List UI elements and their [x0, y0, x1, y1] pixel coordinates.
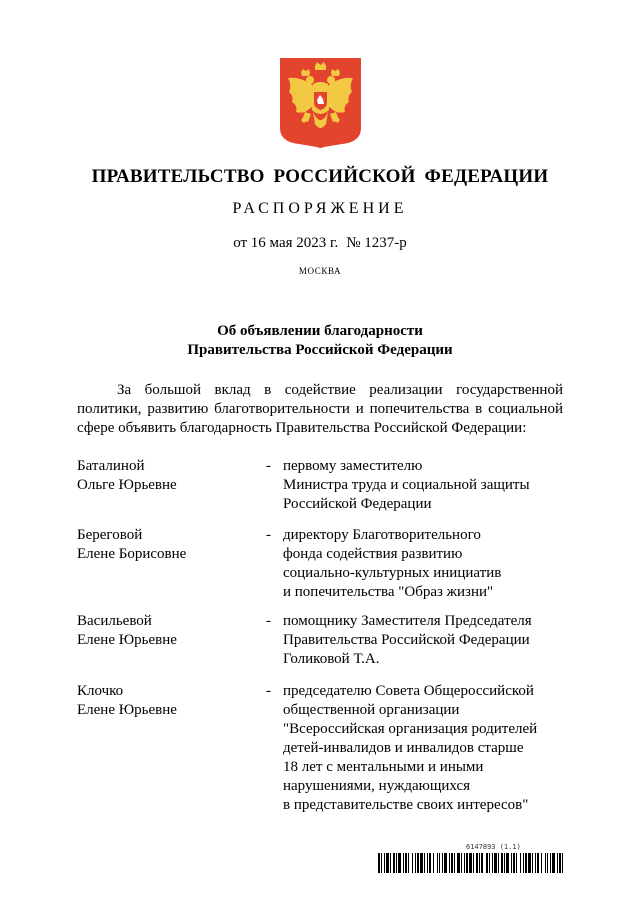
awardee-name: Баталиной Ольге Юрьевне: [77, 458, 177, 493]
barcode-number: 6147893 (1.1): [466, 843, 521, 851]
document-type: РАСПОРЯЖЕНИЕ: [232, 200, 408, 217]
awardee-dash: -: [266, 527, 271, 543]
awardee-position: председателю Совета Общероссийской общественной организации "Всероссийская организация родителей детей-инвалидов и инвалидов старше 18 лет с ментальными и иными нарушениями, нуждающихся в представительстве своих интересов": [283, 683, 538, 813]
awardee-position: первому заместителю Министра труда и социальной защиты Российской Федерации: [283, 458, 530, 512]
barcode-icon: [378, 853, 564, 873]
document-city: МОСКВА: [298, 266, 342, 276]
awardee-name: Васильевой Елене Юрьевне: [77, 613, 177, 648]
government-title: ПРАВИТЕЛЬСТВО РОССИЙСКОЙ ФЕДЕРАЦИИ: [91, 166, 549, 187]
awardee-position: директору Благотворительного фонда содействия развитию социально-культурных инициатив и попечительства "Образ жизни": [283, 527, 502, 600]
awardee-dash: -: [266, 683, 271, 699]
awardee-dash: -: [266, 613, 271, 629]
awardee-name: Клочко Елене Юрьевне: [77, 683, 177, 718]
document-date: от 16 мая 2023 г.: [233, 235, 339, 251]
document-subject: [0, 322, 640, 360]
document-number: № 1237-р: [346, 235, 407, 251]
awardee-dash: -: [266, 458, 271, 474]
subject-line-1: Об объявлении благодарности: [217, 323, 423, 339]
russian-coat-of-arms-icon: [280, 58, 361, 149]
awardee-name: Береговой Елене Борисовне: [77, 527, 187, 562]
awardee-position: помощнику Заместителя Председателя Правительства Российской Федерации Голиковой Т.А.: [283, 613, 532, 667]
intro-paragraph: За большой вклад в содействие реализации государственной политики, развитию благотворительности и попечительства в социальной сфере объявить благодарность Правительства Российской Федерации:: [77, 382, 563, 436]
document-date-number: [0, 235, 640, 252]
subject-line-2: Правительства Российской Федерации: [187, 342, 453, 358]
